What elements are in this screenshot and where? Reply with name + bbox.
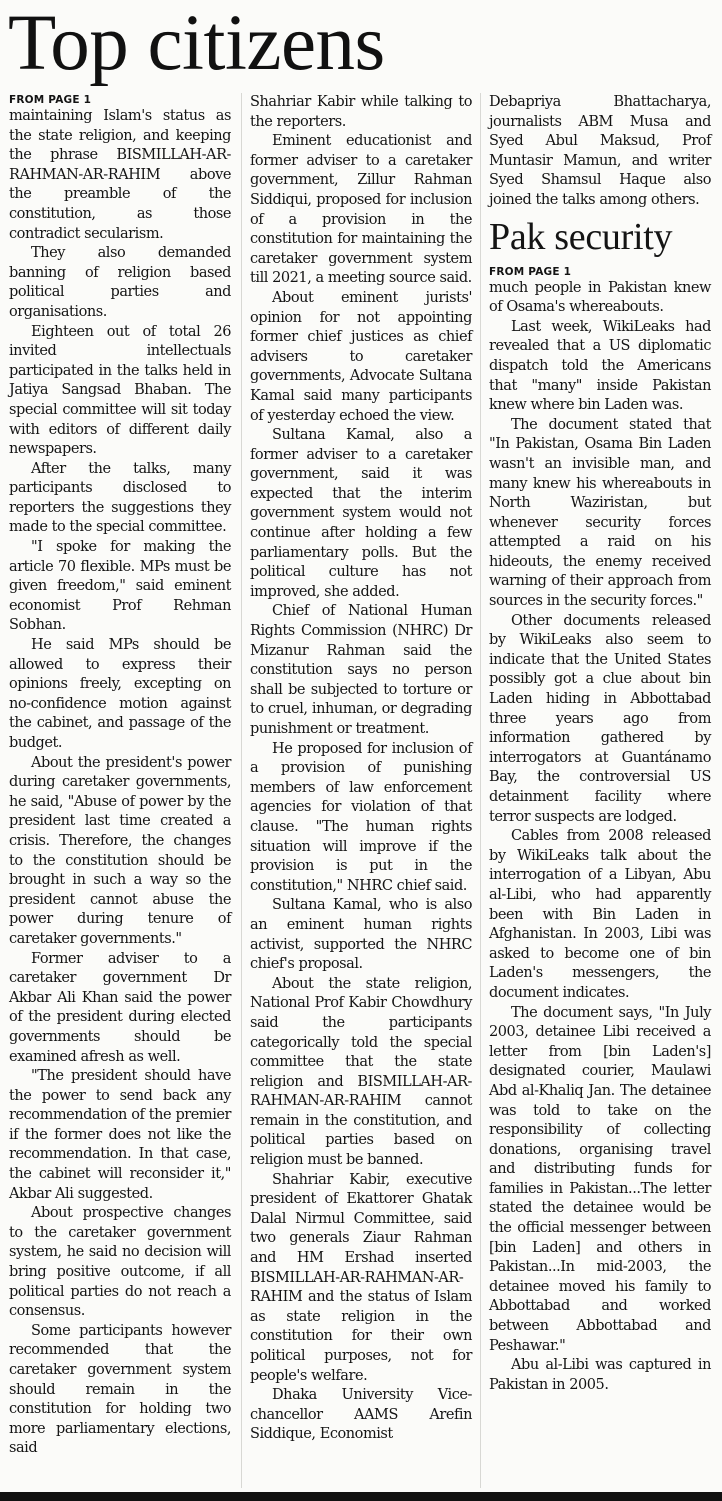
paragraph: Dhaka University Vice-chancellor AAMS Arefin Siddique, Economist — [250, 1387, 472, 1443]
paragraph: The document stated that "In Pakistan, Osama Bin Laden wasn't an invisible man, and many knew his whereabouts in North Waziristan, but whenever security forces attempted a raid on his hideouts, the enemy received warning of their approach from sources in the security forces." — [489, 416, 711, 610]
paragraph: "I spoke for making the article 70 flexible. MPs must be given freedom," said eminent economist Prof Rehman Sobhan. — [9, 539, 231, 634]
story-column-2 — [250, 93, 472, 1445]
paragraph: They also demanded banning of religion based political parties and organisations. — [9, 245, 231, 320]
paragraph: After the talks, many participants disclosed to reporters the suggestions they made to the special committee. — [9, 460, 231, 536]
paragraph: much people in Pakistan knew of Osama's whereabouts. — [489, 279, 711, 316]
story-headline: Pak security — [489, 215, 673, 258]
story-column-1 — [9, 93, 231, 1459]
paragraph: About the president's power during caretaker governments, he said, "Abuse of power by the president last time created a crisis. Therefore, the changes to the constitution should be brought in such a way so the president cannot abuse the power during tenure of caretaker governments." — [9, 754, 231, 947]
paragraph: "The president should have the power to send back any recommendation of the premier if the former does not like the recommendation. In that case, the cabinet will reconsider it," Akbar Ali suggested. — [9, 1068, 231, 1202]
story-body — [9, 107, 231, 1459]
paragraph: The document says, "In July 2003, detainee Libi received a letter from [bin Laden's] designated courier, Maulawi Abd al-Khaliq Jan. The detainee was told to take on the responsibility of collecting donations, organising travel and distributing funds for families in Pakistan...The letter stated the detainee would be the official messenger between [bin Laden] and others in Pakistan...In mid-2003, the detainee moved his family to Abbottabad and worked between Abbottabad and Peshawar." — [489, 1004, 711, 1354]
paragraph: He said MPs should be allowed to express their opinions freely, excepting on no-confidence motion against the cabinet, and passage of the budget. — [9, 637, 231, 751]
paragraph: maintaining Islam's status as the state religion, and keeping the phrase BISMILLAH-AR-RAHMAN-AR-RAHIM above the preamble of the constitution, as those contradict secularism. — [9, 108, 231, 242]
paragraph: Eminent educationist and former adviser to a caretaker government, Zillur Rahman Siddiqui, proposed for inclusion of a provision in the constitution for maintaining the caretaker government system till 2021, a meeting source said. — [250, 133, 472, 287]
paragraph: Eighteen out of total 26 invited intellectuals participated in the talks held in Jatiya Sangsad Bhaban. The special committee will sit today with editors of different daily newspapers. — [9, 323, 231, 458]
paragraph: Shahriar Kabir, executive president of Ekattorer Ghatak Dalal Nirmul Committee, said two generals Ziaur Rahman and HM Ershad inserted BISMILLAH-AR-RAHMAN-AR-RAHIM and the status of Islam as state religion in the constitution for their own political purposes, not for people's welfare. — [250, 1171, 472, 1384]
paragraph: Last week, WikiLeaks had revealed that a US diplomatic dispatch told the Americans that "many" inside Pakistan knew where bin Laden was. — [489, 318, 711, 414]
paragraph: Sultana Kamal, who is also an eminent human rights activist, supported the NHRC chief's proposal. — [250, 897, 472, 973]
story-kicker: FROM PAGE 1 — [489, 265, 572, 278]
paragraph: He proposed for inclusion of a provision of punishing members of law enforcement agencies for violation of that clause. "The human rights situation will improve if the provision is put in the constitution," NHRC chief said. — [250, 740, 472, 894]
paragraph: Shahriar Kabir while talking to the reporters. — [250, 94, 472, 130]
page-bottom-rule — [0, 1492, 722, 1501]
paragraph: Cables from 2008 released by WikiLeaks talk about the interrogation of a Libyan, Abu al-Libi, who had apparently been with Bin Laden in Afghanistan. In 2003, Libi was asked to become one of bin Laden's messengers, the document indicates. — [489, 828, 711, 1001]
story-kicker: FROM PAGE 1 — [9, 94, 92, 106]
paragraph: Some participants however recommended that the caretaker government system should remain in the constitution for holding two more parliamentary elections, said — [9, 1322, 231, 1457]
paragraph: About prospective changes to the caretaker government system, he said no decision will bring positive outcome, if all political parties do not reach a consensus. — [9, 1205, 231, 1320]
paragraph: Abu al-Libi was captured in Pakistan in 2005. — [489, 1357, 711, 1393]
paragraph: About eminent jurists' opinion for not appointing former chief justices as chief advisers to caretaker governments, Advocate Sultana Kamal said many participants of yesterday echoed the view. — [250, 289, 472, 424]
paragraph: Debapriya Bhattacharya, journalists ABM Musa and Syed Abul Maksud, Prof Muntasir Mamun, and writer Syed Shamsul Haque also joined the talks among others. — [489, 94, 711, 208]
paragraph: Former adviser to a caretaker government Dr Akbar Ali Khan said the power of the president during elected governments should be examined afresh as well. — [9, 950, 231, 1065]
column-divider — [480, 93, 481, 1488]
paragraph: About the state religion, National Prof Kabir Chowdhury said the participants categorically told the special committee that the state religion and BISMILLAH-AR-RAHMAN-AR-RAHIM cannot remain in the constitution, and political parties based on religion must be banned. — [250, 975, 472, 1169]
story-column-3 — [489, 93, 711, 1395]
paragraph: Sultana Kamal, also a former adviser to a caretaker government, said it was expected that the interim government system would not continue after holding a few parliamentary polls. But the political culture has not improved, she added. — [250, 427, 472, 600]
column-divider — [241, 93, 242, 1488]
page-headline: Top citizens — [8, 0, 385, 87]
paragraph: Other documents released by WikiLeaks also seem to indicate that the United States possibly got a clue about bin Laden hiding in Abbottabad three years ago from information gathered by interrogators at Guantánamo Bay, the controversial US detainment facility where terror suspects are lodged. — [489, 612, 711, 825]
paragraph: Chief of National Human Rights Commission (NHRC) Dr Mizanur Rahman said the constitution says no person shall be subjected to torture or to cruel, inhuman, or degrading punishment or treatment. — [250, 603, 472, 737]
